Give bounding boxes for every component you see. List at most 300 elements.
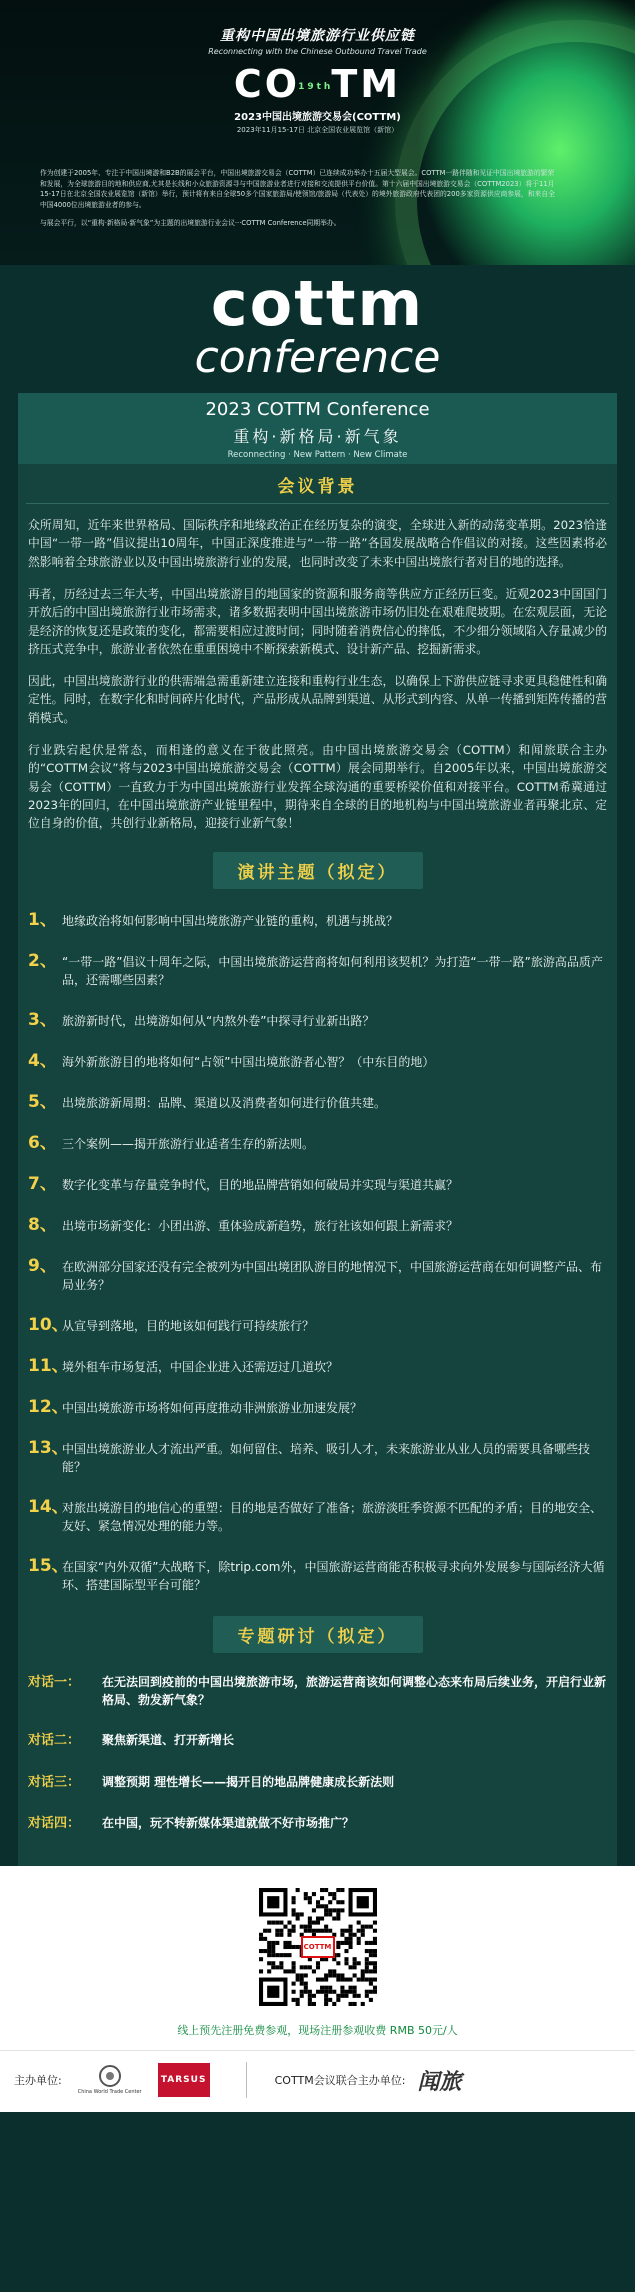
qr-module <box>279 1961 283 1965</box>
ctwt-emblem-icon <box>99 2065 121 2087</box>
qr-module <box>275 1953 279 1957</box>
qr-module <box>352 2002 356 2006</box>
cohost-label: COTTM会议联合主办单位: <box>274 2074 406 2088</box>
qr-module <box>348 1977 352 1981</box>
qr-module <box>348 1929 352 1933</box>
qr-module <box>271 1941 275 1945</box>
topic-item <box>28 1439 607 1476</box>
qr-module <box>364 1961 368 1965</box>
qr-module <box>299 1981 303 1985</box>
seminar-label: 对话三： <box>28 1774 81 1790</box>
topic-text: 出境旅游新周期：品牌、渠道以及消费者如何进行价值共建。 <box>62 1096 387 1111</box>
qr-module <box>315 1977 319 1981</box>
qr-module <box>259 1969 263 1973</box>
qr-module <box>291 1929 295 1933</box>
hero-header <box>0 25 635 135</box>
qr-module <box>364 1941 368 1945</box>
qr-module <box>315 1965 319 1969</box>
qr-center-logo: COTTM <box>301 1936 335 1958</box>
qr-module <box>311 1994 315 1998</box>
topic-item <box>28 911 607 930</box>
qr-module <box>332 2002 336 2006</box>
qr-module <box>320 1990 324 1994</box>
hero-intro-paragraph: 作为创建于2005年、专注于中国出境游和B2B的展会平台，中国出境旅游交易会（COTTM）已连续成功举办十五届大型展会。COTTM一路伴随和见证中国出境旅游的繁荣和发展，为全球旅游目的地和供应商,尤其是长线和小众旅游资源寻与中国旅游业者进行对接和交流提供平台价值。第十六届中国出境旅游交易会（COTTM2023）将于11月15-17日在北京全国农业展览馆（新馆）举行，预计将有来自全球50多个国家旅游局/使领馆/旅游局（代表处）的境外旅游政府代表团的200多家资源供应商参展，和来自全中国4000位出境旅游业者的参与。 <box>40 169 555 209</box>
qr-module <box>360 1929 364 1933</box>
cottm-logo-part2: TM <box>331 62 402 106</box>
topic-text: 地缘政治将如何影响中国出境旅游产业链的重构，机遇与挑战？ <box>62 914 399 929</box>
hero-tagline-cn: 重构中国出境旅游行业供应链 <box>220 28 415 44</box>
seminar-item <box>28 1773 607 1793</box>
qr-module <box>356 1929 360 1933</box>
qr-module <box>368 1953 372 1957</box>
topic-number: 10、 <box>28 1315 69 1336</box>
qr-module <box>352 1994 356 1998</box>
ctwt-logo <box>78 2065 142 2095</box>
qr-module <box>315 1990 319 1994</box>
topic-number: 13、 <box>28 1438 69 1459</box>
qr-module <box>307 1896 311 1900</box>
qr-module <box>348 2002 352 2006</box>
topic-number: 6、 <box>28 1133 57 1154</box>
background-section <box>18 464 617 1866</box>
qr-module <box>279 1920 283 1924</box>
qr-module <box>372 1920 376 1924</box>
qr-module <box>287 1941 291 1945</box>
qr-module <box>311 1929 315 1933</box>
cottm-logo-part1: CO <box>233 62 301 106</box>
qr-module <box>324 1929 328 1933</box>
qr-module <box>291 1900 295 1904</box>
qr-finder-square <box>267 1896 279 1908</box>
qr-module <box>340 1888 344 1892</box>
qr-module <box>352 1973 356 1977</box>
section-divider <box>26 503 609 504</box>
qr-module <box>324 1908 328 1912</box>
edition-badge: 19th <box>298 81 334 92</box>
conference-title-band <box>18 393 617 464</box>
hero-intro <box>40 168 555 229</box>
qr-module <box>275 1965 279 1969</box>
qr-module <box>320 1986 324 1990</box>
topic-number: 12、 <box>28 1397 69 1418</box>
topic-number: 8、 <box>28 1215 57 1236</box>
topic-text: 对旅出境游目的地信心的重塑：目的地是否做好了准备；旅游淡旺季资源不匹配的矛盾；目的地安全、友好、紧急情况处理的能力等。 <box>62 1501 603 1534</box>
qr-module <box>364 1977 368 1981</box>
registration-caption: 线上预先注册免费参观，现场注册参观收费 RMB 50元/人 <box>177 2023 458 2037</box>
qr-module <box>303 1973 307 1977</box>
topics-list <box>18 905 617 1594</box>
registration-section <box>0 1866 635 2050</box>
qr-module <box>259 1949 263 1953</box>
topic-text: 中国出境旅游业人才流出严重。如何留住、培养、吸引人才，未来旅游业从业人员的需要具备哪些技能？ <box>62 1442 591 1475</box>
qr-module <box>368 1941 372 1945</box>
qr-module <box>287 1929 291 1933</box>
qr-module <box>340 1990 344 1994</box>
qr-module <box>352 1957 356 1961</box>
qr-module <box>267 1953 271 1957</box>
qr-module <box>360 1977 364 1981</box>
qr-module <box>275 1929 279 1933</box>
qr-module <box>372 1937 376 1941</box>
qr-module <box>336 1912 340 1916</box>
qr-module <box>307 1994 311 1998</box>
qr-module <box>328 1969 332 1973</box>
qr-module <box>328 1990 332 1994</box>
qr-module <box>336 1945 340 1949</box>
qr-module <box>303 1896 307 1900</box>
qr-module <box>372 1961 376 1965</box>
qr-module <box>295 1977 299 1981</box>
qr-module <box>344 1961 348 1965</box>
qr-module <box>315 1961 319 1965</box>
topic-number: 1、 <box>28 910 57 931</box>
hero-tagline-en: Reconnecting with the Chinese Outbound Travel Trade <box>208 47 427 56</box>
topic-number: 2、 <box>28 951 57 972</box>
qr-module <box>283 1969 287 1973</box>
footer-divider <box>246 2062 247 2098</box>
qr-module <box>311 2002 315 2006</box>
qr-module <box>336 1961 340 1965</box>
qr-module <box>291 1990 295 1994</box>
seminars-list <box>18 1663 617 1834</box>
qr-module <box>275 1933 279 1937</box>
seminar-label: 对话二： <box>28 1733 81 1749</box>
topic-text: 数字化变革与存量竞争时代，目的地品牌营销如何破局并实现与渠道共赢？ <box>62 1178 459 1193</box>
qr-module <box>315 1904 319 1908</box>
qr-module <box>287 1945 291 1949</box>
qr-module <box>352 1990 356 1994</box>
qr-module <box>307 1929 311 1933</box>
qr-module <box>364 1965 368 1969</box>
topic-number: 5、 <box>28 1092 57 1113</box>
qr-module <box>348 1933 352 1937</box>
qr-module <box>356 1920 360 1924</box>
qr-module <box>267 1949 271 1953</box>
qr-module <box>332 1908 336 1912</box>
qr-module <box>291 1908 295 1912</box>
seminar-text: 调整预期 理性增长——揭开目的地品牌健康成长新法则 <box>102 1774 395 1789</box>
registration-qr-code[interactable] <box>255 1884 381 2010</box>
qr-module <box>315 1920 319 1924</box>
qr-module <box>372 1953 376 1957</box>
qr-module <box>372 1990 376 1994</box>
qr-module <box>311 1908 315 1912</box>
qr-module <box>360 1969 364 1973</box>
qr-module <box>324 1998 328 2002</box>
qr-module <box>324 1994 328 1998</box>
qr-module <box>291 1961 295 1965</box>
qr-module <box>340 1973 344 1977</box>
qr-module <box>324 2002 328 2006</box>
qr-module <box>332 1969 336 1973</box>
topic-item <box>28 1011 607 1030</box>
qr-module <box>279 1933 283 1937</box>
qr-module <box>307 1998 311 2002</box>
qr-module <box>336 1994 340 1998</box>
qr-module <box>344 1949 348 1953</box>
topic-text: 海外新旅游目的地将如何“占领”中国出境旅游者心智？（中东目的地） <box>62 1055 435 1070</box>
qr-module <box>307 1965 311 1969</box>
qr-module <box>336 1941 340 1945</box>
qr-module <box>348 1965 352 1969</box>
qr-module <box>315 1916 319 1920</box>
seminars-heading: 专题研讨（拟定） <box>213 1616 423 1653</box>
qr-module <box>332 1990 336 1994</box>
seminar-text: 聚焦新渠道、打开新增长 <box>102 1733 235 1748</box>
qr-module <box>372 1986 376 1990</box>
qr-module <box>259 1957 263 1961</box>
seminar-item <box>28 1731 607 1751</box>
topic-item <box>28 1557 607 1594</box>
qr-module <box>336 1916 340 1920</box>
qr-module <box>360 2002 364 2006</box>
qr-finder-square <box>356 1896 368 1908</box>
qr-module <box>291 1945 295 1949</box>
qr-module <box>299 1994 303 1998</box>
topic-item <box>28 1134 607 1153</box>
qr-module <box>291 1925 295 1929</box>
topic-number: 7、 <box>28 1174 57 1195</box>
qr-module <box>299 1977 303 1981</box>
qr-module <box>299 1925 303 1929</box>
qr-module <box>303 1986 307 1990</box>
qr-module <box>299 1912 303 1916</box>
qr-module <box>372 1977 376 1981</box>
exhibition-date-venue: 2023年11月15-17日 北京全国农业展览馆（新馆） <box>236 126 399 134</box>
ctwt-logo-text: China World Trade Center <box>77 2089 142 2096</box>
qr-module <box>328 1973 332 1977</box>
qr-module <box>372 1949 376 1953</box>
qr-module <box>364 1994 368 1998</box>
qr-module <box>291 1896 295 1900</box>
topic-number: 4、 <box>28 1051 57 1072</box>
qr-module <box>295 1912 299 1916</box>
conference-subtitle-en: Reconnecting · New Pattern · New Climate <box>227 450 408 461</box>
qr-module <box>340 1933 344 1937</box>
qr-module <box>324 1973 328 1977</box>
qr-module <box>287 1969 291 1973</box>
qr-module <box>299 1990 303 1994</box>
qr-module <box>344 1977 348 1981</box>
seminar-label: 对话四： <box>28 1816 81 1832</box>
qr-module <box>364 1969 368 1973</box>
qr-module <box>332 1896 336 1900</box>
topics-heading: 演讲主题（拟定） <box>213 852 423 889</box>
topic-item <box>28 1316 607 1335</box>
qr-module <box>324 1904 328 1908</box>
background-paragraph: 众所周知，近年来世界格局、国际秩序和地缘政治正在经历复杂的演变，全球进入新的动荡变革期。2023恰逢中国“一带一路”倡议提出10周年，中国正深度推进与“一带一路”各国发展战略合作倡议的对接。这些因素将必然影响着全球旅游业以及中国出境旅游行业的发展，也同时改变了未来中国出境旅行者对目的地的选择。 <box>28 518 607 569</box>
background-text <box>18 516 617 852</box>
qr-module <box>336 1973 340 1977</box>
qr-module <box>295 1998 299 2002</box>
qr-module <box>348 1937 352 1941</box>
qr-module <box>291 1969 295 1973</box>
qr-module <box>360 1973 364 1977</box>
qr-module <box>271 1949 275 1953</box>
topic-item <box>28 1216 607 1235</box>
qr-module <box>271 1945 275 1949</box>
qr-module <box>340 1986 344 1990</box>
qr-module <box>287 1953 291 1957</box>
qr-module <box>340 1908 344 1912</box>
qr-module <box>320 1929 324 1933</box>
qr-module <box>352 1965 356 1969</box>
topic-item <box>28 1498 607 1535</box>
qr-module <box>356 1941 360 1945</box>
qr-module <box>336 1888 340 1892</box>
qr-module <box>307 1925 311 1929</box>
qr-module <box>283 1945 287 1949</box>
qr-module <box>352 1986 356 1990</box>
qr-module <box>324 1925 328 1929</box>
seminar-label: 对话一： <box>28 1675 81 1691</box>
qr-module <box>324 1912 328 1916</box>
hero-intro-paragraph: 与展会平行，以“重构·新格局·新气象”为主题的出境旅游行业会议···COTTM Conference同期举办。 <box>40 219 341 228</box>
topic-text: 旅游新时代，出境游如何从“内熬外卷”中探寻行业新出路？ <box>62 1014 375 1029</box>
qr-module <box>348 1945 352 1949</box>
topic-item <box>28 1357 607 1376</box>
qr-module <box>259 1933 263 1937</box>
qr-module <box>311 1892 315 1896</box>
conference-subtitle-cn: 重构·新格局·新气象 <box>233 427 402 447</box>
qr-module <box>295 1973 299 1977</box>
qr-module <box>271 1965 275 1969</box>
qr-module <box>263 1949 267 1953</box>
topic-item <box>28 1052 607 1071</box>
qr-module <box>340 1941 344 1945</box>
qr-module <box>332 1916 336 1920</box>
qr-module <box>267 1945 271 1949</box>
topic-number: 15、 <box>28 1556 69 1577</box>
qr-module <box>295 1888 299 1892</box>
qr-module <box>348 1990 352 1994</box>
qr-module <box>307 1920 311 1924</box>
qr-module <box>283 1941 287 1945</box>
qr-module <box>356 1977 360 1981</box>
qr-module <box>315 1900 319 1904</box>
qr-finder-square <box>267 1986 279 1998</box>
conference-logo-word2: conference <box>194 332 441 383</box>
qr-module <box>320 1916 324 1920</box>
qr-module <box>368 1998 372 2002</box>
qr-module <box>328 1912 332 1916</box>
qr-module <box>356 1937 360 1941</box>
topic-text: 三个案例——揭开旅游行业适者生存的新法则。 <box>62 1137 315 1152</box>
qr-module <box>344 1929 348 1933</box>
qr-module <box>348 1986 352 1990</box>
qr-module <box>311 1920 315 1924</box>
qr-module <box>364 1957 368 1961</box>
qr-module <box>368 1949 372 1953</box>
qr-module <box>263 1937 267 1941</box>
topic-item <box>28 1175 607 1194</box>
qr-module <box>368 1961 372 1965</box>
host-label: 主办单位: <box>14 2074 62 2088</box>
qr-module <box>263 1929 267 1933</box>
footer-organizers <box>0 2050 635 2112</box>
qr-module <box>372 1969 376 1973</box>
qr-module <box>348 1925 352 1929</box>
wenlv-logo: 闻旅 <box>417 2068 462 2095</box>
qr-module <box>291 1998 295 2002</box>
qr-module <box>303 1929 307 1933</box>
qr-module <box>271 1953 275 1957</box>
qr-module <box>328 1892 332 1896</box>
qr-module <box>307 1900 311 1904</box>
qr-module <box>368 1981 372 1985</box>
qr-module <box>320 1977 324 1981</box>
qr-module <box>307 1990 311 1994</box>
exhibition-name: 2023中国出境旅游交易会(COTTM) <box>234 112 401 123</box>
qr-module <box>324 1986 328 1990</box>
qr-module <box>303 1892 307 1896</box>
qr-module <box>291 1965 295 1969</box>
qr-module <box>267 1929 271 1933</box>
qr-module <box>295 2002 299 2006</box>
qr-module <box>340 1994 344 1998</box>
qr-module <box>352 1961 356 1965</box>
seminar-text: 在中国，玩不转新媒体渠道就做不好市场推广？ <box>102 1816 355 1831</box>
qr-module <box>328 1998 332 2002</box>
qr-module <box>336 1998 340 2002</box>
qr-module <box>291 1981 295 1985</box>
background-paragraph: 再者，历经过去三年大考，中国出境旅游目的地国家的资源和服务商等供应方正经历巨变。近观2023中国国门开放后的中国出境旅游行业市场需求，诸多数据表明中国出境旅游市场仍旧处在艰难爬坡期。在宏观层面，无论是经济的恢复还是政策的变化，都需要相应过渡时间；同时随着消费信心的摔低，不少细分领域陷入存量减少的挤压式竞争中，旅游业者依然在重重困境中不断探索新模式、设计新产品、挖掘新需求。 <box>28 587 607 656</box>
qr-module <box>368 1977 372 1981</box>
qr-module <box>307 2002 311 2006</box>
topic-text: “一带一路”倡议十周年之际，中国出境旅游运营商将如何利用该契机？为打造“一带一路”旅游高品质产品，还需哪些因素？ <box>62 955 603 988</box>
qr-module <box>271 1920 275 1924</box>
topic-number: 11、 <box>28 1356 69 1377</box>
qr-module <box>368 1969 372 1973</box>
qr-module <box>344 1957 348 1961</box>
qr-module <box>364 1949 368 1953</box>
qr-module <box>267 1941 271 1945</box>
qr-module <box>299 1965 303 1969</box>
qr-module <box>295 1945 299 1949</box>
qr-module <box>336 1977 340 1981</box>
conference-title: 2023 COTTM Conference <box>205 399 430 421</box>
qr-module <box>275 1920 279 1924</box>
topic-text: 中国出境旅游市场将如何再度推动非洲旅游业加速发展？ <box>62 1401 363 1416</box>
tarsus-logo: TARSUS <box>158 2063 210 2097</box>
qr-module <box>344 1994 348 1998</box>
qr-module <box>315 1929 319 1933</box>
qr-module <box>324 1977 328 1981</box>
topic-number: 9、 <box>28 1256 57 1277</box>
qr-module <box>340 1900 344 1904</box>
qr-module <box>303 1965 307 1969</box>
qr-module <box>279 1953 283 1957</box>
qr-module <box>283 1953 287 1957</box>
qr-module <box>279 1929 283 1933</box>
topic-item <box>28 1093 607 1112</box>
qr-module <box>336 1900 340 1904</box>
qr-module <box>340 1929 344 1933</box>
qr-module <box>364 1990 368 1994</box>
qr-module <box>344 1990 348 1994</box>
qr-module <box>352 1933 356 1937</box>
qr-module <box>259 1937 263 1941</box>
seminar-item <box>28 1814 607 1834</box>
qr-module <box>303 1925 307 1929</box>
qr-module <box>348 1941 352 1945</box>
cottm-logo <box>0 62 635 106</box>
qr-module <box>328 1908 332 1912</box>
qr-module <box>356 1961 360 1965</box>
background-paragraph: 行业跌宕起伏是常态，而相逢的意义在于彼此照亮。由中国出境旅游交易会（COTTM）和闻旅联合主办的“COTTM会议”将与2023中国出境旅游交易会（COTTM）展会同期举行。自2005年以来，中国出境旅游交易会（COTTM）一直致力于为中国出境旅游行业发挥全球沟通的重要桥梁价值和对接平台。COTTM希冀通过2023年的回归，在中国出境旅游产业链里程中，期待来自全球的目的地机构与中国出境旅游业者再聚北京、定位自身的价值，共创行业新格局，迎接行业新气象！ <box>28 743 607 831</box>
topic-text: 出境市场新变化：小团出游、重体验成新趋势，旅行社该如何跟上新需求？ <box>62 1219 459 1234</box>
qr-module <box>360 1933 364 1937</box>
